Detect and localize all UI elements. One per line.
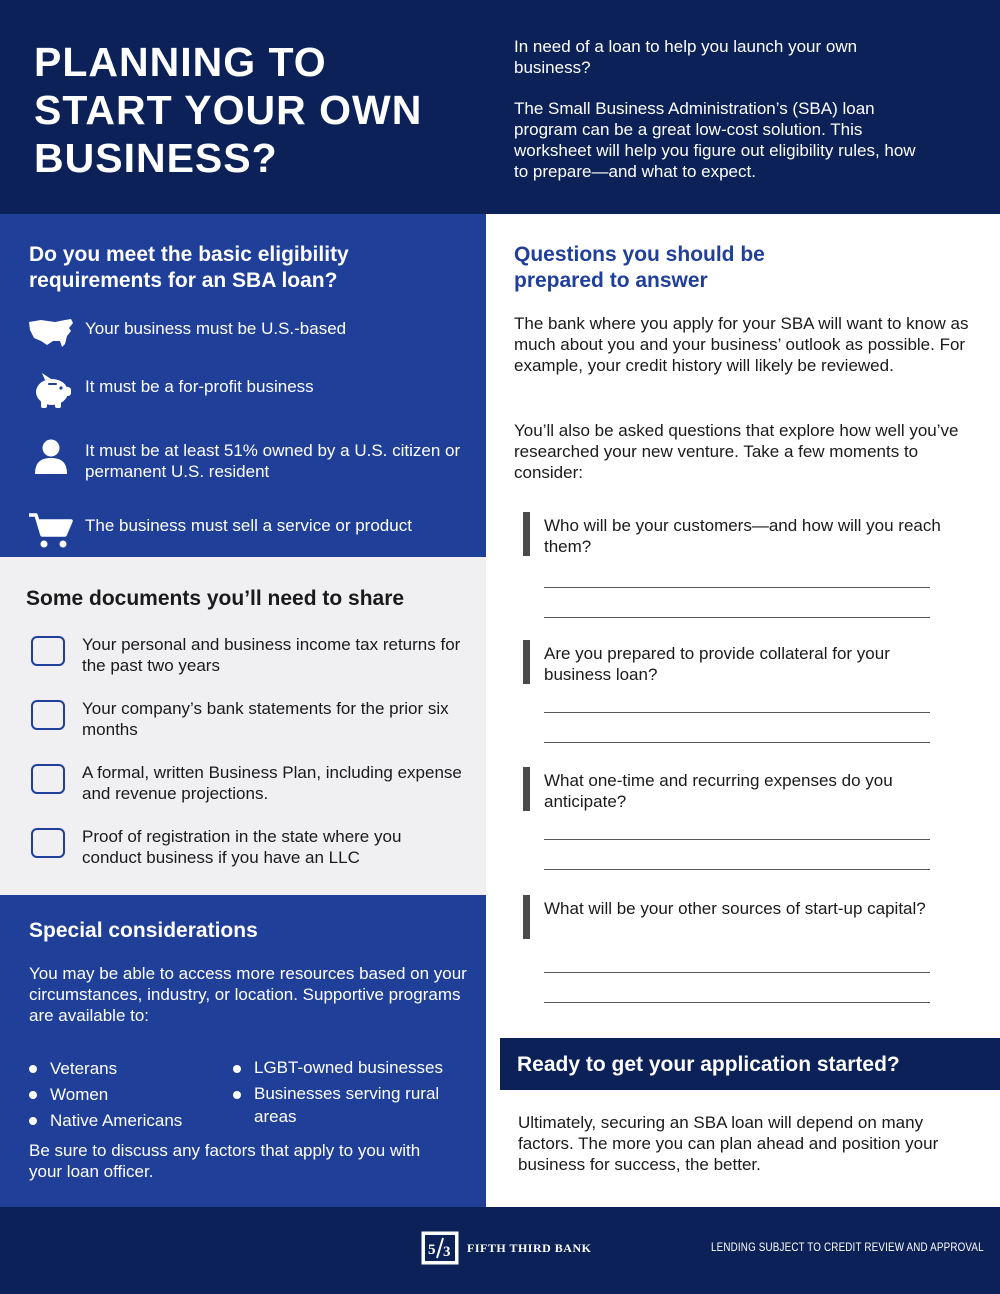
person-icon: [27, 436, 75, 476]
intro-question: In need of a loan to help you launch your own business?: [514, 37, 858, 77]
eligibility-item: [27, 314, 477, 358]
eligibility-item-text: It must be a for-profit business: [85, 377, 314, 396]
question-bar: [523, 895, 530, 939]
list-item: Women: [29, 1082, 182, 1108]
us-map-icon: [27, 314, 75, 354]
questions-paragraph: You’ll also be asked questions that explore how well you’ve researched your new venture. Take a few moments to consider:: [514, 421, 959, 482]
checkbox[interactable]: [31, 764, 65, 794]
special-closing: Be sure to discuss any factors that apply to you with your loan officer.: [29, 1141, 421, 1181]
document-item: [31, 762, 471, 810]
question-item: [523, 640, 943, 750]
list-item: Veterans: [29, 1056, 182, 1082]
question-item: [523, 895, 943, 1005]
documents-heading: Some documents you’ll need to share: [26, 587, 405, 610]
answer-line[interactable]: [544, 587, 930, 588]
question-bar: [523, 640, 530, 684]
answer-line[interactable]: [544, 742, 930, 743]
answer-line[interactable]: [544, 712, 930, 713]
document-item: [31, 634, 471, 682]
question-item: [523, 767, 943, 877]
checkbox[interactable]: [31, 828, 65, 858]
fifth-third-logo-icon: [421, 1231, 459, 1265]
document-item: [31, 698, 471, 746]
svg-text:5: 5: [428, 1242, 436, 1258]
eligibility-item-text: It must be at least 51% owned by a U.S. citizen or permanent U.S. resident: [85, 441, 461, 481]
shopping-cart-icon: [27, 511, 75, 551]
eligibility-item: [27, 372, 477, 416]
questions-heading: Questions you should be prepared to answer: [514, 243, 765, 292]
question-bar: [523, 767, 530, 811]
special-paragraph: You may be able to access more resources based on your circumstances, industry, or location. Supportive programs are available to:: [29, 964, 467, 1025]
question-item: [523, 512, 943, 622]
questions-paragraph: The bank where you apply for your SBA will want to know as much about you and your business’ outlook as possible. For example, your credit history will likely be reviewed.: [514, 314, 969, 375]
lending-disclaimer: LENDING SUBJECT TO CREDIT REVIEW AND APPROVAL: [711, 1240, 984, 1254]
programs-list-left: [29, 1056, 182, 1134]
eligibility-item-text: The business must sell a service or product: [85, 516, 412, 535]
eligibility-section: [0, 214, 486, 557]
question-text: Are you prepared to provide collateral for your business loan?: [544, 644, 890, 684]
programs-list-right: [233, 1056, 473, 1128]
document-item-text: Proof of registration in the state where you conduct business if you have an LLC: [82, 827, 402, 867]
special-considerations-section: [0, 895, 486, 1207]
document-item: [31, 826, 471, 874]
eligibility-heading: Do you meet the basic eligibility requirements for an SBA loan?: [29, 243, 349, 292]
eligibility-item: [27, 511, 477, 555]
eligibility-item: [27, 436, 477, 480]
ready-text: Ultimately, securing an SBA loan will depend on many factors. The more you can plan ahead and position your business for success, the better.: [518, 1113, 939, 1174]
question-text: What one-time and recurring expenses do you anticipate?: [544, 771, 893, 811]
eligibility-item-text: Your business must be U.S.-based: [85, 319, 347, 338]
answer-line[interactable]: [544, 1002, 930, 1003]
checkbox[interactable]: [31, 636, 65, 666]
documents-section: [0, 557, 486, 895]
answer-line[interactable]: [544, 869, 930, 870]
svg-text:3: 3: [443, 1244, 451, 1260]
bank-name: FIFTH THIRD BANK: [467, 1241, 592, 1255]
document-item-text: Your company’s bank statements for the prior six months: [82, 699, 449, 739]
piggy-bank-icon: [27, 372, 75, 412]
answer-line[interactable]: [544, 617, 930, 618]
question-text: What will be your other sources of start-up capital?: [544, 899, 926, 918]
question-bar: [523, 512, 530, 556]
list-item: Businesses serving rural areas: [233, 1082, 473, 1128]
answer-line[interactable]: [544, 972, 930, 973]
intro-description: The Small Business Administration’s (SBA) loan program can be a great low-cost solution. This worksheet will help you figure out eligibility rules, how to prepare—and what to expect.: [514, 99, 916, 181]
page-title: PLANNING TO START YOUR OWN BUSINESS?: [34, 39, 423, 181]
page-footer: [0, 1207, 1000, 1294]
page-header: [0, 0, 1000, 214]
special-heading: Special considerations: [29, 919, 258, 942]
document-item-text: A formal, written Business Plan, including expense and revenue projections.: [82, 763, 462, 803]
checkbox[interactable]: [31, 700, 65, 730]
header-intro: [514, 36, 934, 202]
ready-heading: Ready to get your application started?: [517, 1053, 900, 1076]
list-item: Native Americans: [29, 1108, 182, 1134]
answer-line[interactable]: [544, 839, 930, 840]
list-item: LGBT-owned businesses: [233, 1056, 473, 1079]
ready-banner: [500, 1038, 1000, 1090]
document-item-text: Your personal and business income tax returns for the past two years: [82, 635, 461, 675]
question-text: Who will be your customers—and how will you reach them?: [544, 516, 941, 556]
